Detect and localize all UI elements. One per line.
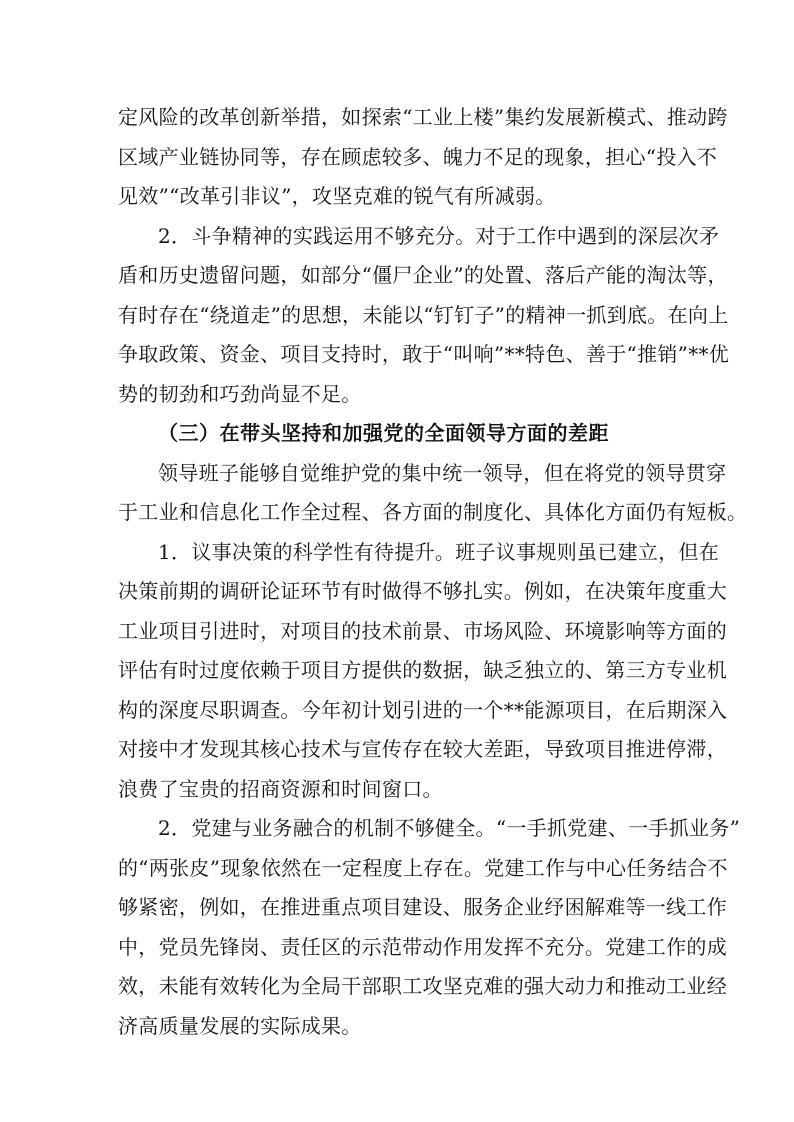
text-line: 定风险的改革创新举措，如探索“工业上楼”集约发展新模式、推动跨 [118, 105, 728, 129]
text-line: 中，党员先锋岗、责任区的示范带动作用发挥不充分。党建工作的成 [118, 934, 727, 959]
text-line: 对接中才发现其核心技术与宣传存在较大差距，导致项目推进停滞， [118, 737, 727, 761]
text-line: 2．斗争精神的实践运用不够充分。对于工作中遇到的深层次矛 [158, 223, 720, 248]
text-line: 1．议事决策的科学性有待提升。班子议事规则虽已建立，但在 [158, 539, 720, 564]
text-line: 构的深度尽职调查。今年初计划引进的一个**能源项目，在后期深入 [118, 697, 728, 722]
text-line: 于工业和信息化工作全过程、各方面的制度化、具体化方面仍有短板。 [118, 500, 748, 524]
text-line: 的“两张皮”现象依然在一定程度上存在。党建工作与中心任务结合不 [118, 855, 728, 880]
text-line: 工业项目引进时，对项目的技术前景、市场风险、环境影响等方面的 [118, 618, 727, 643]
section-heading: （三）在带头坚持和加强党的全面领导方面的差距 [158, 421, 609, 445]
text-line: 盾和历史遗留问题，如部分“僵尸企业”的处置、落后产能的淘汰等， [118, 263, 728, 287]
text-line: 领导班子能够自觉维护党的集中统一领导，但在将党的领导贯穿 [158, 460, 727, 485]
document-body [118, 98, 748, 1046]
text-line: 决策前期的调研论证环节有时做得不够扎实。例如，在决策年度重大 [118, 579, 727, 603]
text-line: 济高质量发展的实际成果。 [118, 1013, 362, 1038]
text-line: 够紧密，例如，在推进重点项目建设、服务企业纾困解难等一线工作 [118, 895, 727, 919]
text-line: 2．党建与业务融合的机制不够健全。“一手抓党建、一手抓业务” [158, 816, 741, 840]
text-line: 见效”“改革引非议”，攻坚克难的锐气有所减弱。 [118, 184, 556, 208]
text-line: 浪费了宝贵的招商资源和时间窗口。 [118, 776, 443, 801]
text-line: 有时存在“绕道走”的思想，未能以“钉钉子”的精神一抓到底。在向上 [118, 302, 729, 327]
text-line: 争取政策、资金、项目支持时，敢于“叫响”**特色、善于“推销”**优 [118, 342, 730, 366]
text-line: 区域产业链协同等，存在顾虑较多、魄力不足的现象，担心“投入不 [118, 144, 718, 169]
text-line: 势的韧劲和巧劲尚显不足。 [118, 381, 362, 406]
text-line: 效，未能有效转化为全局干部职工攻坚克难的强大动力和推动工业经 [118, 974, 727, 998]
text-line: 评估有时过度依赖于项目方提供的数据，缺乏独立的、第三方专业机 [118, 658, 727, 682]
